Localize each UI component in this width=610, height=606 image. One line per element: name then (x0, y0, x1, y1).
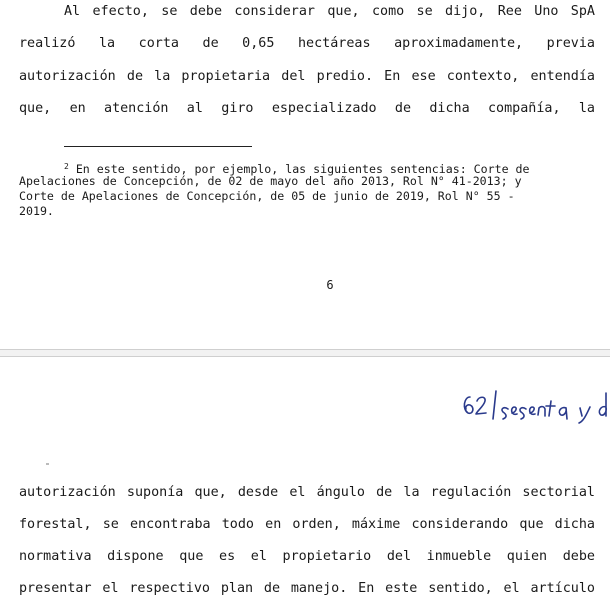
body-line: realizó la corta de 0,65 hectáreas aproximadamente, previa (19, 36, 595, 51)
body-line: que, en atención al giro especializado de dicha compañía, la (19, 101, 595, 116)
footnote-line: 2019. (19, 204, 54, 218)
footnote-marker: 2 (64, 162, 69, 171)
footnote-line: Apelaciones de Concepción, de 02 de mayo del año 2013, Rol N° 41-2013; y (19, 174, 522, 188)
body-line: autorización suponía que, desde el ángulo de la regulación sectorial (19, 485, 595, 500)
scan-speck (46, 463, 49, 465)
document-page-bottom (0, 357, 610, 606)
footnote-separator (64, 146, 252, 147)
body-line: autorización de la propietaria del predio. En ese contexto, entendía (19, 69, 595, 84)
body-line: presentar el respectivo plan de manejo. En este sentido, el artículo (19, 581, 595, 596)
body-line: Al efecto, se debe considerar que, como se dijo, Ree Uno SpA (64, 4, 595, 19)
handwritten-folio (460, 379, 610, 429)
page-number: 6 (326, 278, 334, 292)
page-divider (0, 349, 610, 357)
footnote-line: Corte de Apelaciones de Concepción, de 05 de junio de 2019, Rol N° 55 - (19, 189, 515, 203)
footnote-text: En este sentido, por ejemplo, las siguientes sentencias: Corte de (75, 162, 530, 176)
body-line: forestal, se encontraba todo en orden, máxime considerando que dicha (19, 517, 595, 532)
body-line: normativa dispone que es el propietario del inmueble quien debe (19, 549, 595, 564)
